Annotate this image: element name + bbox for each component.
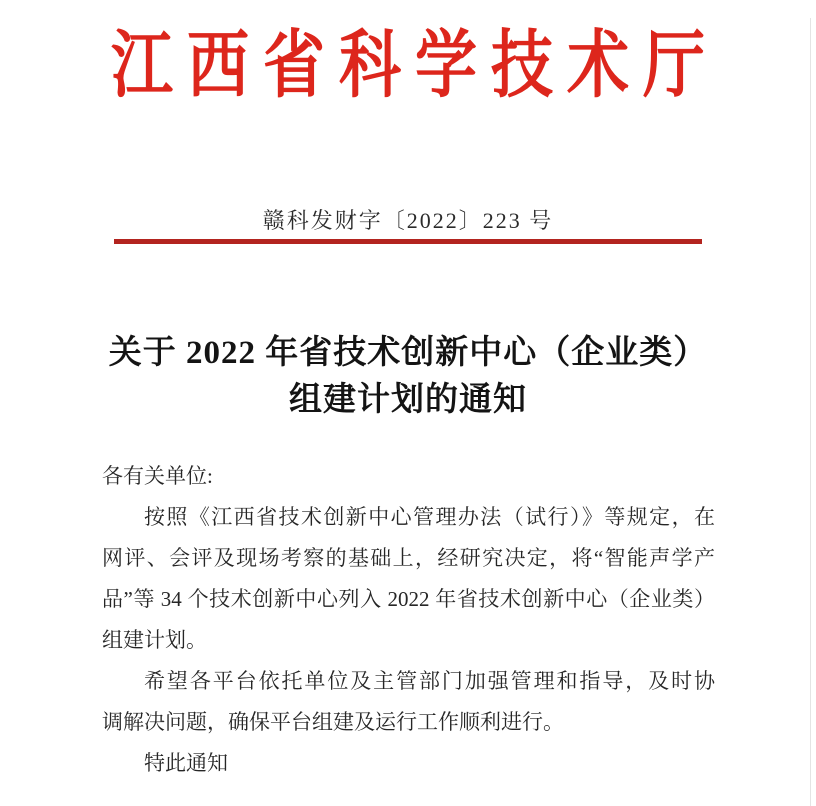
document-body bbox=[102, 456, 715, 784]
document-title-line2: 组建计划的通知 bbox=[289, 382, 527, 418]
red-divider-rule bbox=[114, 239, 702, 244]
body-line: 按照《江西省技术创新中心管理办法（试行）》等规定，在 bbox=[144, 505, 715, 529]
body-line: 希望各平台依托单位及主管部门加强管理和指导，及时协 bbox=[144, 669, 715, 693]
salutation-line: 各有关单位: bbox=[102, 464, 213, 488]
body-line: 调解决问题，确保平台组建及运行工作顺利进行。 bbox=[102, 710, 564, 734]
scan-edge-line bbox=[810, 18, 811, 806]
body-line: 组建计划。 bbox=[102, 628, 207, 652]
closing-line: 特此通知 bbox=[144, 751, 228, 775]
issuing-agency-header: 江西省科学技术厅 bbox=[110, 26, 719, 107]
body-line: 品”等 34 个技术创新中心列入 2022 年省技术创新中心（企业类） bbox=[102, 587, 715, 611]
scanned-official-document bbox=[0, 18, 816, 806]
body-line: 网评、会评及现场考察的基础上，经研究决定，将“智能声学产 bbox=[102, 546, 715, 570]
document-reference-number: 赣科发财字〔2022〕223 号 bbox=[262, 208, 554, 233]
document-title-line1: 关于 2022 年省技术创新中心（企业类） bbox=[108, 335, 708, 371]
document-title bbox=[0, 330, 816, 424]
